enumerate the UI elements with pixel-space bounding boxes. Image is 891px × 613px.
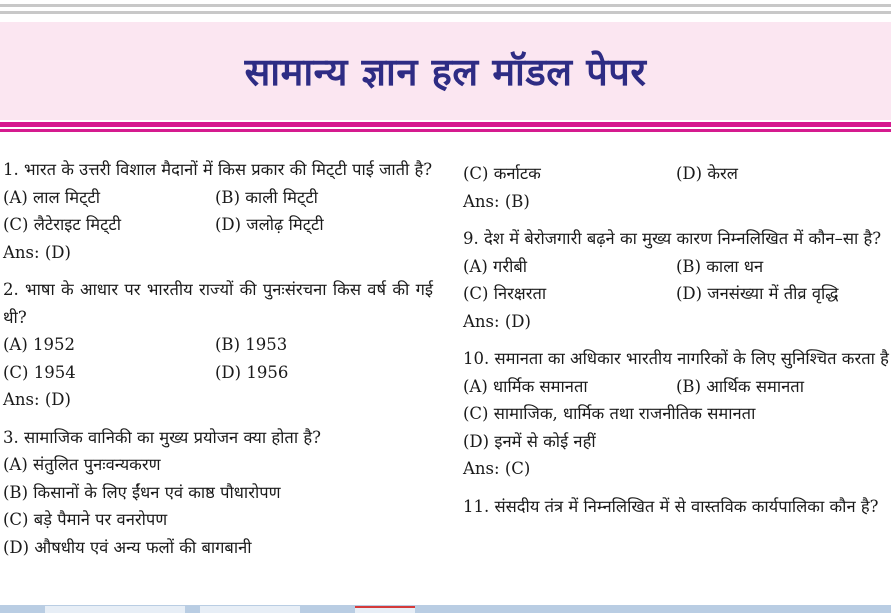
option-d: (D) औषधीय एवं अन्य फलों की बागबानी — [3, 537, 252, 557]
option-b: (B) काला धन — [676, 256, 764, 276]
page-title: सामान्य ज्ञान हल मॉडल पेपर — [244, 50, 647, 94]
question-2-options-ab — [3, 331, 433, 359]
option-b: (B) किसानों के लिए ईंधन एवं काष्ठ पौधारोपण — [3, 482, 281, 502]
question-1-options-ab — [3, 184, 433, 212]
option-c: (C) सामाजिक, धार्मिक तथा राजनीतिक समानता — [463, 404, 756, 423]
question-1: 1. भारत के उत्तरी विशाल मैदानों में किस प्रकार की मिट्‌टी पाई जाती है? — [3, 160, 433, 179]
option-b: (B) काली मिट्‌टी — [215, 187, 318, 207]
question-9-options-cd — [463, 280, 891, 308]
option-a: (A) धार्मिक समानता — [463, 376, 588, 396]
option-b: (B) आर्थिक समानता — [676, 376, 804, 396]
option-c: (C) 1954 — [3, 362, 76, 382]
option-b: (B) 1953 — [215, 335, 288, 354]
option-c: (C) कर्नाटक — [463, 164, 541, 183]
top-stripe-2 — [0, 11, 891, 14]
title-banner — [0, 22, 891, 120]
option-c: (C) लैटेराइट मिट्‌टी — [3, 215, 121, 234]
taskbar-button[interactable] — [45, 606, 185, 613]
right-column — [463, 160, 891, 520]
question-2-options-cd — [3, 359, 433, 387]
question-10-options-ab — [463, 373, 891, 401]
top-stripes — [0, 0, 891, 22]
title-rule-thin — [0, 129, 891, 132]
taskbar-button[interactable] — [355, 606, 415, 613]
top-stripe-1 — [0, 4, 891, 7]
answer-8: Ans: (B) — [463, 191, 530, 211]
answer-1: Ans: (D) — [3, 242, 71, 262]
question-10: 10. समानता का अधिकार भारतीय नागरिकों के लिए सुनिश्चित करता है — [463, 349, 889, 368]
taskbar-button[interactable] — [200, 606, 300, 613]
question-8-options-cd — [463, 160, 891, 188]
question-9-options-ab — [463, 253, 891, 281]
answer-10: Ans: (C) — [463, 459, 531, 478]
option-d: (D) केरल — [676, 164, 738, 183]
question-3: 3. सामाजिक वानिकी का मुख्य प्रयोजन क्या होता है? — [3, 427, 321, 447]
answer-9: Ans: (D) — [463, 311, 531, 331]
taskbar-strip — [0, 605, 891, 613]
option-d: (D) 1956 — [215, 362, 289, 382]
question-11: 11. संसदीय तंत्र में निम्नलिखित में से वास्तविक कार्यपालिका कौन है? — [463, 496, 879, 516]
option-a: (A) गरीबी — [463, 256, 528, 276]
question-1-options-cd — [3, 211, 433, 239]
question-9: 9. देश में बेरोजगारी बढ़ने का मुख्य कारण निम्नलिखित में कौन–सा है? — [463, 229, 882, 248]
question-2: 2. भाषा के आधार पर भारतीय राज्यों की पुनःसंरचना किस वर्ष की गई थी? — [3, 280, 433, 327]
option-d: (D) इनमें से कोई नहीं — [463, 431, 596, 451]
option-d: (D) जनसंख्या में तीव्र वृद्धि — [676, 284, 839, 303]
option-a: (A) 1952 — [3, 335, 76, 354]
left-column — [3, 156, 433, 561]
option-c: (C) बड़े पैमाने पर वनरोपण — [3, 510, 168, 529]
option-c: (C) निरक्षरता — [463, 284, 547, 303]
option-a: (A) संतुलित पुनःवन्यकरण — [3, 455, 161, 474]
option-a: (A) लाल मिट्‌टी — [3, 187, 100, 207]
answer-2: Ans: (D) — [3, 390, 71, 409]
title-rule-thick — [0, 122, 891, 127]
option-d: (D) जलोढ़ मिट्‌टी — [215, 215, 324, 234]
